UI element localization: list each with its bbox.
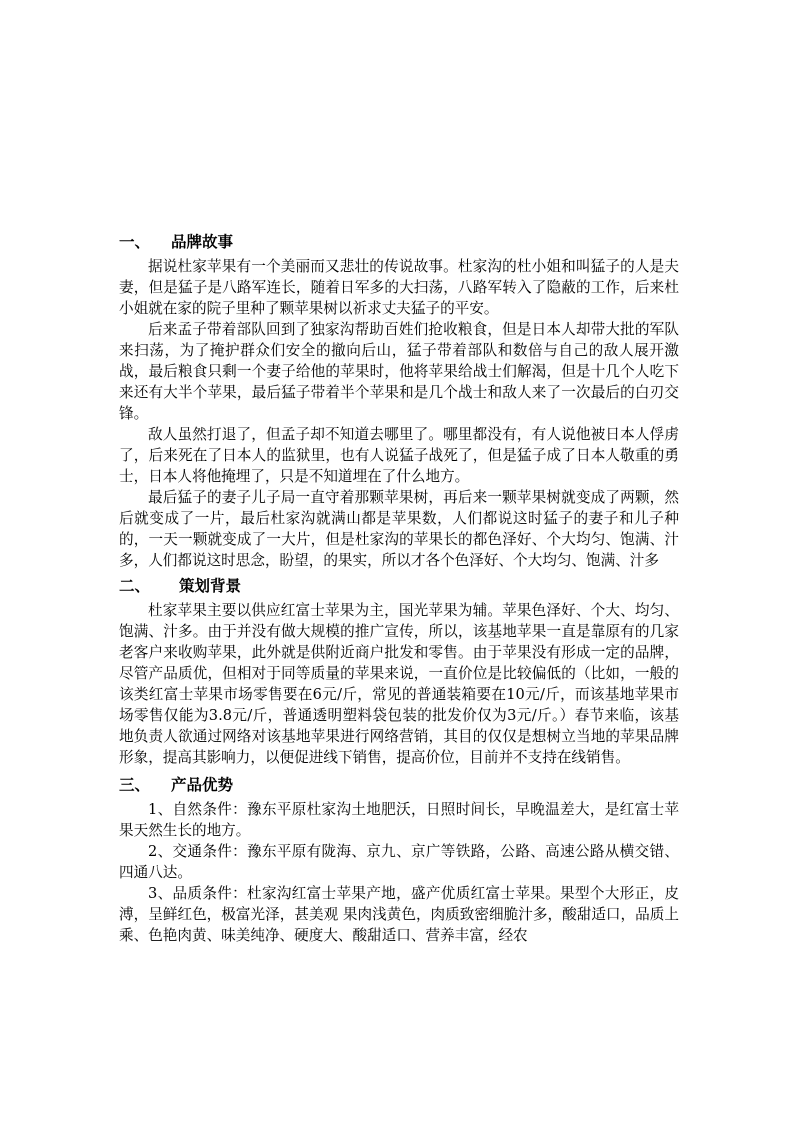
document-body xyxy=(119,229,679,946)
paragraph: 据说杜家苹果有一个美丽而又悲壮的传说故事。杜家沟的杜小姐和叫猛子的人是夫妻，但是猛子是八路军连长，随着日军多的大扫荡，八路军转入了隐蔽的工作，后来杜小姐就在家的院子里种了颗苹果树以祈求丈夫猛子的平安。 xyxy=(119,258,679,317)
paragraph: 1、自然条件：豫东平原杜家沟土地肥沃，日照时间长，早晚温差大，是红富士苹果天然生长的地方。 xyxy=(119,801,679,839)
section-heading-product-advantages xyxy=(119,772,679,799)
paragraph: 最后猛子的妻子儿子局一直守着那颗苹果树，再后来一颗苹果树就变成了两颗，然后就变成了一片，最后杜家沟就满山都是苹果数，人们都说这时猛子的妻子和儿子种的，一天一颗就变成了一大片，但是杜家沟的苹果长的都色泽好、个大均匀、饱满、汁多，人们都说这时思念，盼望，的果实，所以才各个色泽好、个大均匀、饱满、汁多 xyxy=(119,489,679,569)
section-heading-planning-background xyxy=(119,573,679,600)
section-number: 二、 xyxy=(119,577,151,595)
section-heading-brand-story xyxy=(119,229,679,256)
paragraph: 敌人虽然打退了，但孟子却不知道去哪里了。哪里都没有，有人说他被日本人俘虏了，后来死在了日本人的监狱里，也有人说猛子战死了，但是猛子成了日本人敬重的勇士，日本人将他掩埋了，只是不知道埋在了什么地方。 xyxy=(119,426,679,485)
section-title: 产品优势 xyxy=(171,776,234,794)
section-title: 策划背景 xyxy=(179,577,242,595)
paragraph: 2、交通条件：豫东平原有陇海、京九、京广等铁路，公路、高速公路从横交错、四通八达。 xyxy=(119,843,679,881)
section-number: 一、 xyxy=(119,233,151,251)
paragraph: 后来孟子带着部队回到了独家沟帮助百姓们抢收粮食，但是日本人却带大批的军队来扫荡，为了掩护群众们安全的撤向后山，猛子带着部队和数倍与自己的敌人展开激战，最后粮食只剩一个妻子给他的苹果时，他将苹果给战士们解渴，但是十几个人吃下来还有大半个苹果，最后猛子带着半个苹果和是几个战士和敌人来了一次最后的白刃交锋。 xyxy=(119,321,679,422)
paragraph: 3、品质条件：杜家沟红富士苹果产地，盛产优质红富士苹果。果型个大形正，皮溥，呈鲜红色，极富光泽，甚美观 果肉浅黄色，肉质致密细脆汁多，酸甜适口，品质上乘、色艳肉黄、味美纯净、硬度大、酸甜适口、营养丰富，经农 xyxy=(119,885,679,944)
section-title: 品牌故事 xyxy=(171,233,234,251)
section-number: 三、 xyxy=(119,776,151,794)
paragraph: 杜家苹果主要以供应红富士苹果为主，国光苹果为辅。苹果色泽好、个大、均匀、饱满、汁多。由于并没有做大规模的推广宣传，所以，该基地苹果一直是靠原有的几家老客户来收购苹果，此外就是供附近商户批发和零售。由于苹果没有形成一定的品牌，尽管产品质优，但相对于同等质量的苹果来说，一直价位是比较偏低的（比如，一般的该类红富士苹果市场零售要在6元/斤，常见的普通装箱要在10元/斤，而该基地苹果市场零售仅能为3.8元/斤，普通透明塑料袋包装的批发价仅为3元/斤。）春节来临，该基地负责人欲通过网络对该基地苹果进行网络营销，其目的仅仅是想树立当地的苹果品牌形象，提高其影响力，以便促进线下销售，提高价位，目前并不支持在线销售。 xyxy=(119,602,679,766)
